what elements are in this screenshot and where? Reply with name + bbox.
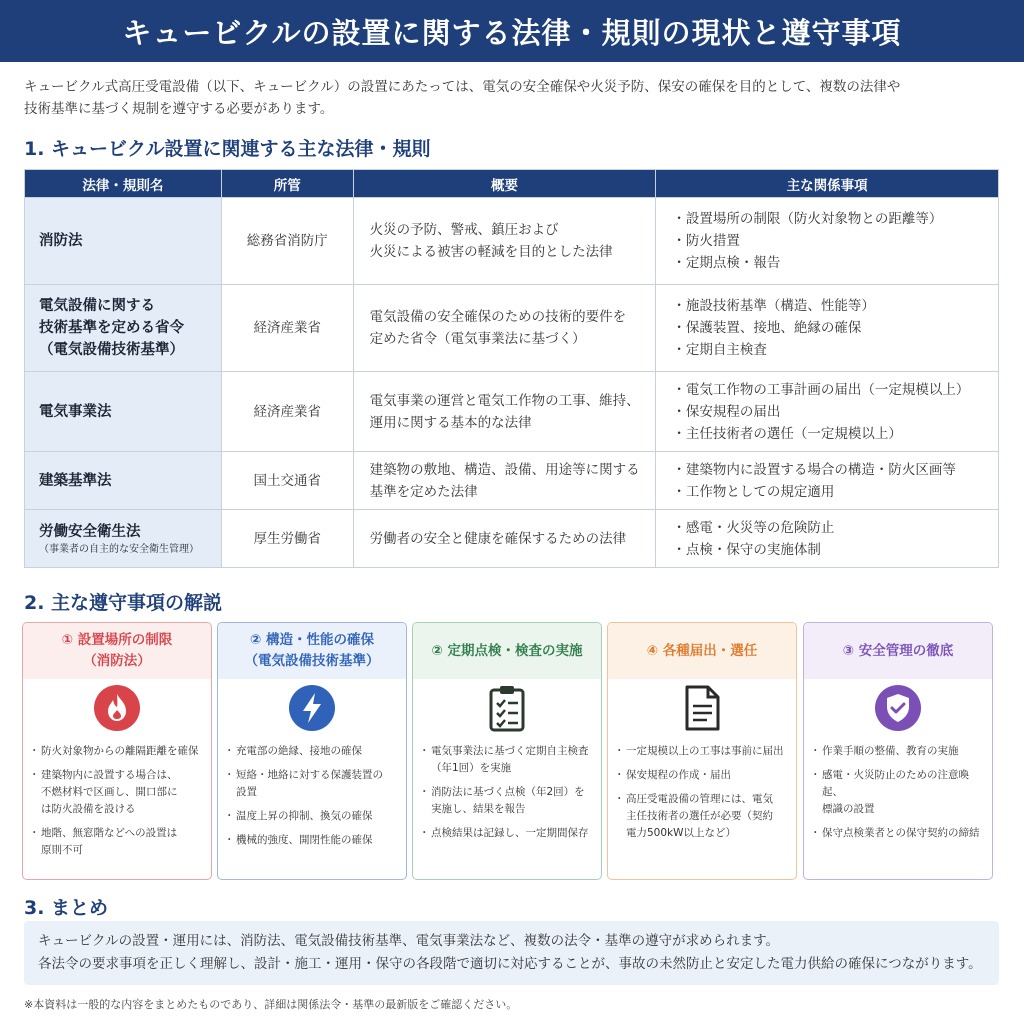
intro-line: キュービクル式高圧受電設備（以下、キュービクル）の設置にあたっては、電気の安全確保や火災予防、保安の確保を目的として、複数の法律や [24,79,901,95]
list-item: ・ 機械的強度、開閉性能の確保 [226,832,398,849]
card-heading: ④ 各種届出・選任 [608,623,796,679]
card-heading: ① 設置場所の制限 （消防法） [23,623,211,679]
law-name-note: （事業者の自主的な安全衛生管理） [39,543,199,555]
table-row [25,198,999,285]
law-points: ・ 電気工作物の工事計画の届出（一定規模以上） ・ 保安規程の届出 ・ 主任技術者の選任（一定規模以上） [656,372,999,452]
card-heading: ② 構造・性能の確保 （電気設備技術基準） [218,623,406,679]
law-points: ・ 感電・火災等の危険防止 ・ 点検・保守の実施体制 [656,510,999,568]
card-list [23,743,211,859]
intro-line: 技術基準に基づく規制を遵守する必要があります。 [24,101,334,117]
fire-icon [23,679,211,737]
list-item: ・ 建築物内に設置する場合は、 不燃材料で区画し、開口部に は防火設備を設ける [31,767,203,818]
list-item: ・ 一定規模以上の工事は事前に届出 [616,743,788,760]
summary-line: 各法令の要求事項を正しく理解し、設計・施工・運用・保守の各段階で適切に対応することが、事故の未然防止と安定した電力供給の確保につながります。 [38,956,982,972]
table-row [25,510,999,568]
col-header-agency: 所管 [221,170,353,198]
card-heading: ② 定期点検・検査の実施 [413,623,601,679]
law-name: 建築基準法 [25,452,222,510]
law-points: ・ 施設技術基準（構造、性能等） ・ 保護装置、接地、絶縁の確保 ・ 定期自主検査 [656,285,999,372]
lightning-icon [218,679,406,737]
section2-title: 2. 主な遵守事項の解説 [24,592,223,614]
law-agency: 総務省消防庁 [221,198,353,285]
law-summary: 電気事業の運営と電気工作物の工事、維持、 運用に関する基本的な法律 [353,372,656,452]
card-periodic-inspection [412,622,602,880]
card-list [608,743,796,842]
list-item: ・ 地階、無窓階などへの設置は 原則不可 [31,825,203,859]
law-summary: 火災の予防、警戒、鎮圧および 火災による被害の軽減を目的とした法律 [353,198,656,285]
footnote: ※本資料は一般的な内容をまとめたものであり、詳細は関係法令・基準の最新版をご確認ください。 [24,998,518,1011]
card-heading: ③ 安全管理の徹底 [804,623,992,679]
card-list [413,743,601,842]
list-item: ・ 防火対象物からの離隔距離を確保 [31,743,203,760]
list-item: ・ 感電・火災防止のための注意喚起、 標識の設置 [812,767,984,818]
intro-text [24,76,1004,120]
law-name: 消防法 [25,198,222,285]
table-row [25,372,999,452]
table-row [25,285,999,372]
list-item: ・ 作業手順の整備、教育の実施 [812,743,984,760]
law-agency: 国土交通省 [221,452,353,510]
col-header-summary: 概要 [353,170,656,198]
section1-title: 1. キュービクル設置に関連する主な法律・規則 [24,138,431,160]
law-summary: 電気設備の安全確保のための技術的要件を 定めた省令（電気事業法に基づく） [353,285,656,372]
law-summary: 建築物の敷地、構造、設備、用途等に関する 基準を定めた法律 [353,452,656,510]
document-icon [608,679,796,737]
list-item: ・ 電気事業法に基づく定期自主検査 （年1回）を実施 [421,743,593,777]
law-summary: 労働者の安全と健康を確保するための法律 [353,510,656,568]
col-header-points: 主な関係事項 [656,170,999,198]
law-name: 電気設備に関する 技術基準を定める省令 （電気設備技術基準） [25,285,222,372]
card-safety-management [803,622,993,880]
card-list [804,743,992,842]
law-agency: 厚生労働省 [221,510,353,568]
card-notifications-appointment [607,622,797,880]
law-name: 電気事業法 [25,372,222,452]
card-list [218,743,406,849]
table-header-row [25,170,999,198]
list-item: ・ 保守点検業者との保守契約の締結 [812,825,984,842]
table-row [25,452,999,510]
shield-check-icon [804,679,992,737]
card-structure-performance [217,622,407,880]
compliance-cards [22,622,1000,880]
law-agency: 経済産業省 [221,285,353,372]
list-item: ・ 高圧受電設備の管理には、電気 主任技術者の選任が必要（契約 電力500kW以上など） [616,791,788,842]
law-points: ・ 建築物内に設置する場合の構造・防火区画等 ・ 工作物としての規定適用 [656,452,999,510]
list-item: ・ 短絡・地絡に対する保護装置の 設置 [226,767,398,801]
page-title: キュービクルの設置に関する法律・規則の現状と遵守事項 [0,0,1024,62]
section3-title: 3. まとめ [24,897,109,919]
list-item: ・ 充電部の絶縁、接地の確保 [226,743,398,760]
list-item: ・ 点検結果は記録し、一定期間保存 [421,825,593,842]
checklist-icon [413,679,601,737]
list-item: ・ 温度上昇の抑制、換気の確保 [226,808,398,825]
law-agency: 経済産業省 [221,372,353,452]
card-location-restriction [22,622,212,880]
list-item: ・ 消防法に基づく点検（年2回）を 実施し、結果を報告 [421,784,593,818]
summary-box [24,921,999,985]
law-points: ・ 設置場所の制限（防火対象物との距離等） ・ 防火措置 ・ 定期点検・報告 [656,198,999,285]
summary-line: キュービクルの設置・運用には、消防法、電気設備技術基準、電気事業法など、複数の法令・基準の遵守が求められます。 [38,933,780,949]
law-name: 労働安全衛生法 （事業者の自主的な安全衛生管理） [25,510,222,568]
laws-table [24,169,999,568]
col-header-law: 法律・規則名 [25,170,222,198]
list-item: ・ 保安規程の作成・届出 [616,767,788,784]
